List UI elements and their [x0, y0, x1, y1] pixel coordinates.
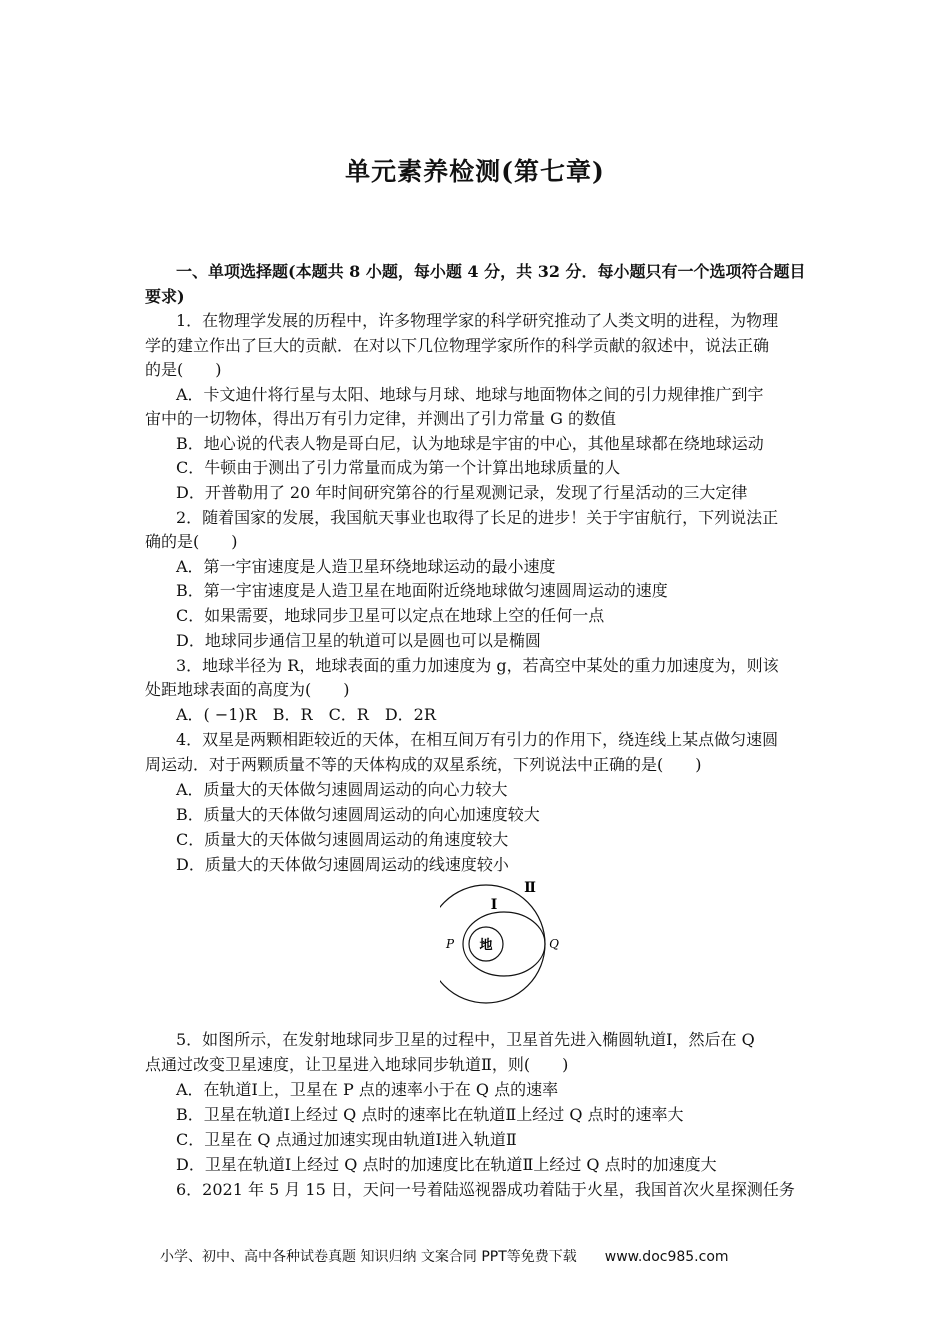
q4-option-d: D．质量大的天体做匀速圆周运动的线速度较小	[176, 855, 509, 874]
q4-option-b: B．质量大的天体做匀速圆周运动的向心加速度较大	[176, 805, 540, 824]
orbit-ii-label: Ⅱ	[524, 880, 536, 896]
q1-option-a: A．卡文迪什将行星与太阳、地球与月球、地球与地面物体之间的引力规律推广到宇	[176, 385, 764, 404]
page-title: 单元素养检测(第七章)	[345, 157, 605, 186]
q1-option-b: B．地心说的代表人物是哥白尼，认为地球是宇宙的中心，其他星球都在绕地球运动	[176, 434, 764, 453]
q1-option-d: D．开普勒用了 20 年时间研究第谷的行星观测记录，发现了行星活动的三大定律	[176, 483, 748, 502]
point-p-label: P	[445, 937, 455, 951]
section-header: 一、单项选择题(本题共 8 小题，每小题 4 分，共 32 分．每小题只有一个选项符合题目	[176, 262, 806, 281]
q6-stem: 6．2021 年 5 月 15 日，天问一号着陆巡视器成功着陆于火星，我国首次火星探测任务	[176, 1180, 795, 1199]
q5-option-d: D．卫星在轨道Ⅰ上经过 Q 点时的加速度比在轨道Ⅱ上经过 Q 点时的加速度大	[176, 1155, 717, 1174]
orbit-i-label: Ⅰ	[490, 897, 498, 913]
q1-stem: 的是( )	[145, 360, 222, 379]
q5-stem: 5．如图所示，在发射地球同步卫星的过程中，卫星首先进入椭圆轨道Ⅰ，然后在 Q	[176, 1030, 755, 1049]
q5-option-b: B．卫星在轨道Ⅰ上经过 Q 点时的速率比在轨道Ⅱ上经过 Q 点时的速率大	[176, 1105, 684, 1124]
q2-option-d: D．地球同步通信卫星的轨道可以是圆也可以是椭圆	[176, 631, 541, 650]
q2-option-a: A．第一宇宙速度是人造卫星环绕地球运动的最小速度	[176, 557, 556, 576]
q3-stem: 处距地球表面的高度为( )	[145, 680, 350, 699]
footer-banner: 小学、初中、高中各种试卷真题 知识归纳 文案合同 PPT等免费下载 www.doc985.com	[160, 1249, 729, 1265]
point-q-label: Q	[549, 937, 559, 951]
q1-option-a: 宙中的一切物体，得出万有引力定律，并测出了引力常量 G 的数值	[145, 409, 616, 428]
q5-stem: 点通过改变卫星速度，让卫星进入地球同步轨道Ⅱ，则( )	[145, 1055, 569, 1074]
section-header-cont: 要求)	[145, 287, 185, 306]
q1-option-c: C．牛顿由于测出了引力常量而成为第一个计算出地球质量的人	[176, 458, 621, 477]
q2-stem: 确的是( )	[145, 532, 238, 551]
q2-option-c: C．如果需要，地球同步卫星可以定点在地球上空的任何一点	[176, 606, 605, 625]
orbit-diagram	[440, 880, 570, 1005]
q5-option-a: A．在轨道Ⅰ上，卫星在 P 点的速率小于在 Q 点的速率	[176, 1080, 559, 1099]
q4-stem: 4．双星是两颗相距较近的天体，在相互间万有引力的作用下，绕连线上某点做匀速圆	[176, 730, 779, 749]
earth-label: 地	[479, 938, 493, 953]
q5-option-c: C．卫星在 Q 点通过加速实现由轨道Ⅰ进入轨道Ⅱ	[176, 1130, 517, 1149]
q3-stem: 3．地球半径为 R，地球表面的重力加速度为 g，若高空中某处的重力加速度为，则该	[176, 656, 779, 675]
q4-option-c: C．质量大的天体做匀速圆周运动的角速度较大	[176, 830, 509, 849]
q1-stem: 学的建立作出了巨大的贡献．在对以下几位物理学家所作的科学贡献的叙述中，说法正确	[145, 336, 770, 355]
q4-option-a: A．质量大的天体做匀速圆周运动的向心力较大	[176, 780, 508, 799]
q4-stem: 周运动．对于两颗质量不等的天体构成的双星系统，下列说法中正确的是( )	[145, 755, 702, 774]
q2-stem: 2．随着国家的发展，我国航天事业也取得了长足的进步！关于宇宙航行，下列说法正	[176, 508, 779, 527]
q2-option-b: B．第一宇宙速度是人造卫星在地面附近绕地球做匀速圆周运动的速度	[176, 581, 668, 600]
q3-options: A．( −1)R B．R C．R D．2R	[176, 705, 436, 724]
q1-stem: 1．在物理学发展的历程中，许多物理学家的科学研究推动了人类文明的进程，为物理	[176, 311, 779, 330]
